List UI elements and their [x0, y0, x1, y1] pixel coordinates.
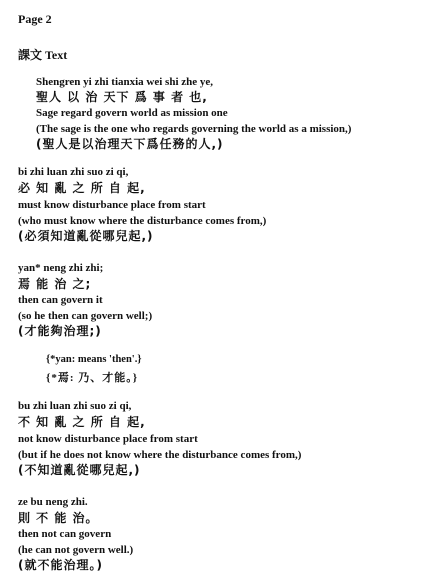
block-3-pinyin: yan* neng zhi zhi;: [18, 262, 104, 274]
block-5-pinyin: ze bu neng zhi.: [18, 496, 88, 508]
block-1-english: (The sage is the one who regards governing the world as a mission,): [36, 123, 352, 135]
block-4-english: (but if he does not know where the disturbance comes from,): [18, 449, 302, 461]
block-2-pinyin: bi zhi luan zhi suo zi qi,: [18, 166, 129, 178]
block-4-hanzi: 不 知 亂 之 所 自 起,: [18, 415, 146, 429]
block-1-pinyin: Shengren yi zhi tianxia wei shi zhe ye,: [36, 76, 214, 88]
note-english: {*yan: means 'then'.}: [46, 354, 142, 365]
block-1-chinese: (聖人是以治理天下爲任務的人,): [36, 137, 224, 151]
block-3-hanzi: 焉 能 治 之;: [18, 277, 92, 291]
block-2-chinese: (必須知道亂從哪兒起,): [18, 229, 154, 243]
block-2-hanzi: 必 知 亂 之 所 自 起,: [18, 181, 146, 195]
section-label: 課文 Text: [18, 48, 68, 62]
block-5-gloss: then not can govern: [18, 528, 112, 540]
block-1-gloss: Sage regard govern world as mission one: [36, 107, 228, 119]
block-4-gloss: not know disturbance place from start: [18, 433, 198, 445]
page-label: Page 2: [18, 12, 52, 26]
block-1-hanzi: 聖人 以 治 天下 爲 事 者 也,: [36, 90, 208, 104]
block-5-english: (he can not govern well.): [18, 544, 134, 556]
block-4-chinese: (不知道亂從哪兒起,): [18, 463, 141, 477]
block-3-gloss: then can govern it: [18, 294, 103, 306]
block-5-chinese: (就不能治理。): [18, 558, 103, 572]
block-3-chinese: (才能夠治理;): [18, 324, 102, 338]
block-3-english: (so he then can govern well;): [18, 310, 153, 322]
block-5-hanzi: 則 不 能 治。: [18, 511, 99, 525]
note-chinese: {*焉: 乃、才能。}: [46, 372, 139, 384]
block-2-gloss: must know disturbance place from start: [18, 199, 206, 211]
block-4-pinyin: bu zhi luan zhi suo zi qi,: [18, 400, 132, 412]
block-2-english: (who must know where the disturbance comes from,): [18, 215, 267, 227]
